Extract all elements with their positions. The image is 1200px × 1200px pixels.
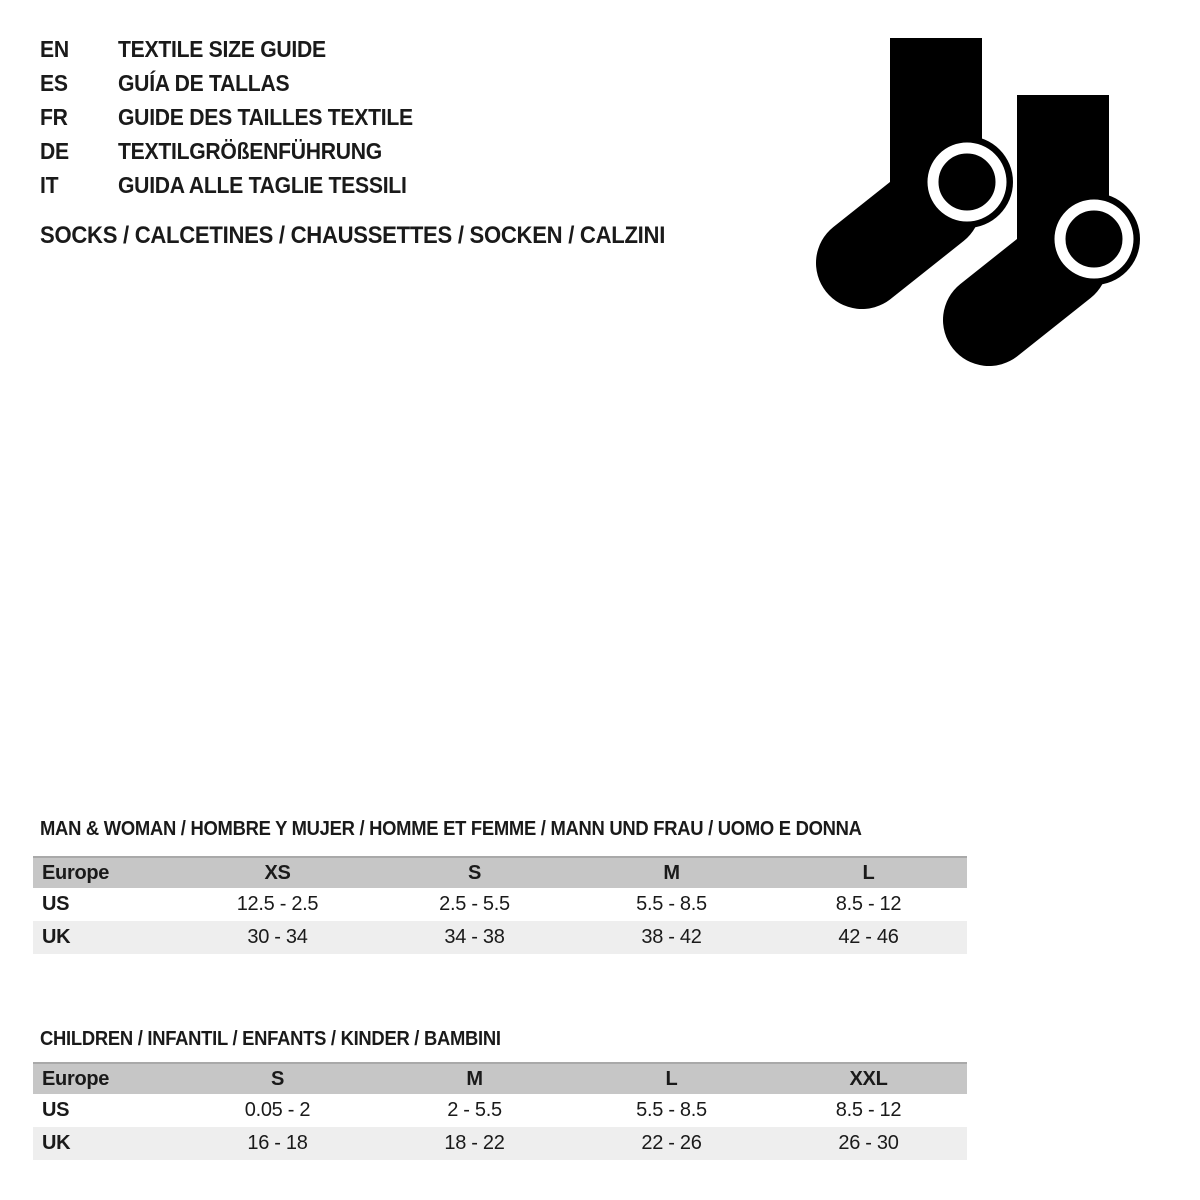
- size-table-children: [33, 1062, 967, 1160]
- language-title: TEXTILE SIZE GUIDE: [118, 35, 326, 62]
- size-value: 2 - 5.5: [447, 1099, 502, 1121]
- size-value: 8.5 - 12: [835, 1099, 902, 1121]
- adults-table-title: MAN & WOMAN / HOMBRE Y MUJER / HOMME ET FEMME / MANN UND FRAU / UOMO E DONNA: [40, 818, 862, 840]
- table-row-us: [33, 1094, 967, 1127]
- language-row-de: [40, 134, 439, 168]
- size-value: 34 - 38: [444, 926, 505, 948]
- table-header-row: [33, 1063, 967, 1094]
- children-table-title: CHILDREN / INFANTIL / ENFANTS / KINDER / BAMBINI: [40, 1028, 501, 1050]
- header-cell-size: XXL: [849, 1067, 888, 1090]
- size-value: 22 - 26: [641, 1132, 702, 1154]
- size-value: 42 - 46: [838, 926, 899, 948]
- row-label: US: [42, 893, 70, 915]
- language-title: GUIDE DES TAILLES TEXTILE: [118, 103, 413, 130]
- language-list: [40, 32, 439, 202]
- language-title: GUIDA ALLE TAGLIE TESSILI: [118, 171, 407, 198]
- size-value: 5.5 - 8.5: [636, 893, 707, 915]
- size-value: 38 - 42: [641, 926, 702, 948]
- language-row-it: [40, 168, 439, 202]
- language-code: IT: [40, 171, 59, 198]
- header-cell-region: Europe: [42, 861, 110, 884]
- header-cell-size: L: [665, 1067, 678, 1090]
- size-value: 16 - 18: [247, 1132, 308, 1154]
- row-label: UK: [42, 1132, 71, 1154]
- table-row-uk: [33, 921, 967, 954]
- size-table-adults: [33, 856, 967, 954]
- size-value: 8.5 - 12: [835, 893, 902, 915]
- language-code: ES: [40, 69, 68, 96]
- row-label: UK: [42, 926, 71, 948]
- header-cell-size: S: [467, 861, 482, 884]
- size-value: 18 - 22: [444, 1132, 505, 1154]
- size-value: 30 - 34: [247, 926, 308, 948]
- size-value: 26 - 30: [838, 1132, 899, 1154]
- header-cell-region: Europe: [42, 1067, 110, 1090]
- header-cell-size: XS: [264, 861, 291, 884]
- table-row-uk: [33, 1127, 967, 1160]
- language-row-fr: [40, 100, 439, 134]
- language-title: TEXTILGRÖßENFÜHRUNG: [118, 137, 382, 164]
- language-row-en: [40, 32, 439, 66]
- language-title: GUÍA DE TALLAS: [118, 69, 290, 96]
- table-row-us: [33, 888, 967, 921]
- size-value: 2.5 - 5.5: [439, 893, 510, 915]
- size-value: 5.5 - 8.5: [636, 1099, 707, 1121]
- language-row-es: [40, 66, 439, 100]
- size-value: 0.05 - 2: [244, 1099, 311, 1121]
- header-cell-size: M: [663, 861, 680, 884]
- header-cell-size: L: [862, 861, 875, 884]
- header-cell-size: S: [270, 1067, 285, 1090]
- size-value: 12.5 - 2.5: [236, 893, 319, 915]
- socks-icon: [800, 25, 1180, 385]
- language-code: DE: [40, 137, 69, 164]
- category-subtitle: SOCKS / CALCETINES / CHAUSSETTES / SOCKEN / CALZINI: [40, 222, 666, 249]
- language-code: FR: [40, 103, 68, 130]
- header-cell-size: M: [466, 1067, 483, 1090]
- row-label: US: [42, 1099, 70, 1121]
- language-code: EN: [40, 35, 69, 62]
- table-header-row: [33, 857, 967, 888]
